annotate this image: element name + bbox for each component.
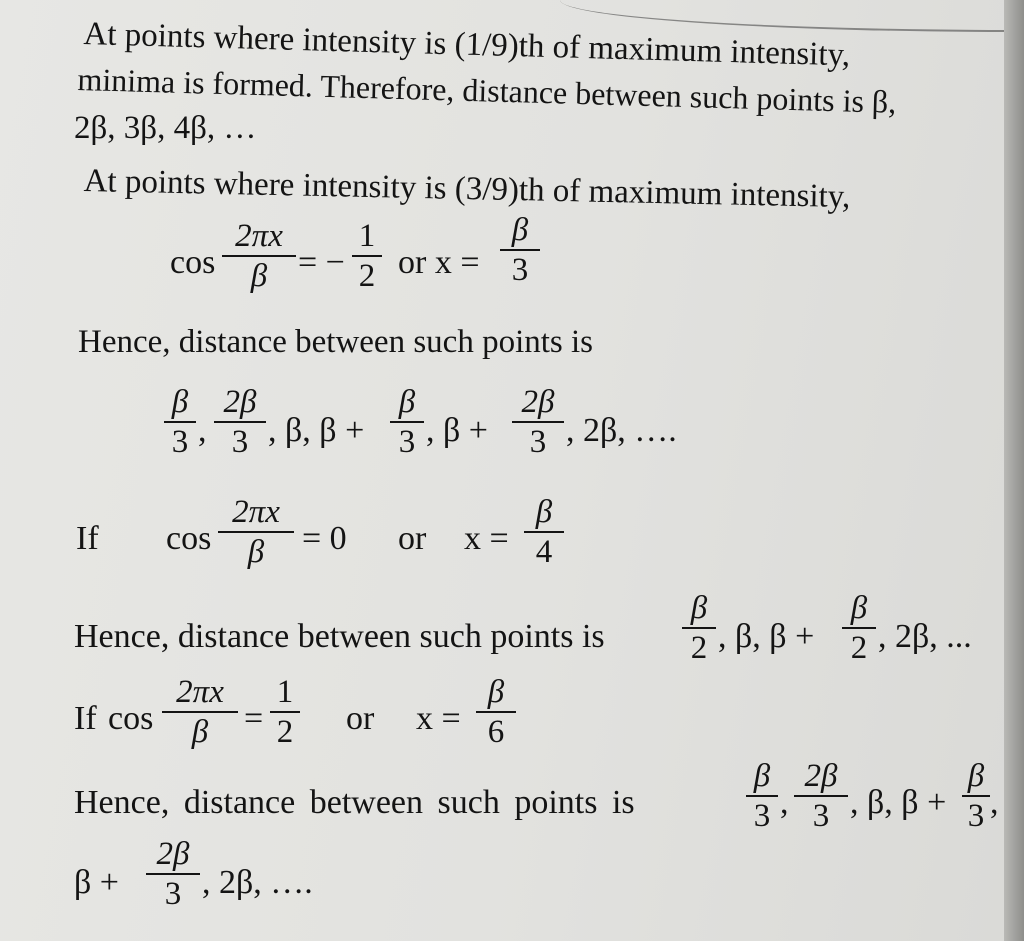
fraction xyxy=(746,760,778,833)
separator: , xyxy=(198,412,207,449)
text-line: minima is formed. Therefore, distance between such points is β, xyxy=(77,61,897,120)
denominator: 2 xyxy=(276,714,294,750)
fraction xyxy=(222,220,296,293)
sequence-text: , β, β + xyxy=(268,412,365,449)
fraction xyxy=(146,838,200,911)
numerator: 2β xyxy=(521,384,555,420)
denominator: 3 xyxy=(398,424,416,460)
numerator: β xyxy=(753,758,771,794)
denominator: 3 xyxy=(171,424,189,460)
denominator: 2 xyxy=(690,630,708,666)
sequence-text: , β, β + xyxy=(850,784,947,821)
numerator: 2β xyxy=(156,836,190,872)
denominator: β xyxy=(250,258,268,294)
operator: = 0 xyxy=(302,520,347,557)
cos-label: cos xyxy=(170,244,216,281)
operator: x = xyxy=(416,700,461,737)
sequence-text: , 2β, ... xyxy=(878,618,972,655)
fraction xyxy=(500,214,540,287)
fraction xyxy=(214,386,266,459)
numerator: 2πx xyxy=(232,494,280,530)
if-label: If xyxy=(76,520,99,557)
numerator: 1 xyxy=(276,674,294,710)
fraction xyxy=(270,676,300,749)
numerator: β xyxy=(850,590,868,626)
fraction xyxy=(476,676,516,749)
numerator: β xyxy=(690,590,708,626)
text-line: Hence, distance between such points is xyxy=(74,784,635,821)
denominator: 2 xyxy=(850,630,868,666)
text-line: At points where intensity is (1/9)th of maximum intensity, xyxy=(83,16,851,74)
denominator: 3 xyxy=(753,798,771,834)
numerator: β xyxy=(967,758,985,794)
fraction xyxy=(842,592,876,665)
fraction xyxy=(682,592,716,665)
numerator: 2β xyxy=(223,384,257,420)
operator: = − xyxy=(298,244,345,281)
numerator: 2πx xyxy=(235,218,283,254)
denominator: 6 xyxy=(487,714,505,750)
separator: , xyxy=(780,784,789,821)
or-label: or xyxy=(346,700,375,737)
numerator: β xyxy=(511,212,529,248)
denominator: 3 xyxy=(231,424,249,460)
fraction xyxy=(164,386,196,459)
numerator: 2β xyxy=(804,758,838,794)
denominator: 2 xyxy=(358,258,376,294)
fraction xyxy=(390,386,424,459)
denominator: 3 xyxy=(812,798,830,834)
text-line: Hence, distance between such points is xyxy=(74,618,605,655)
sequence-text: , 2β, …. xyxy=(202,864,313,901)
operator: or x = xyxy=(398,244,480,281)
text-line: 2β, 3β, 4β, … xyxy=(74,110,257,146)
denominator: 3 xyxy=(511,252,529,288)
numerator: 2πx xyxy=(176,674,224,710)
fraction xyxy=(512,386,564,459)
text-line: At points where intensity is (3/9)th of maximum intensity, xyxy=(83,163,851,216)
operator: = xyxy=(244,700,264,737)
sequence-text: , β + xyxy=(426,412,488,449)
text-line: Hence, distance between such points is xyxy=(78,324,594,360)
numerator: 1 xyxy=(358,218,376,254)
denominator: 3 xyxy=(529,424,547,460)
sequence-text: , β, β + xyxy=(718,618,815,655)
cos-label: cos xyxy=(108,700,154,737)
if-label: If xyxy=(74,700,97,737)
fraction xyxy=(794,760,848,833)
page-binding-shadow xyxy=(1004,0,1024,941)
fraction xyxy=(218,496,294,569)
or-label: or xyxy=(398,520,427,557)
numerator: β xyxy=(487,674,505,710)
numerator: β xyxy=(535,494,553,530)
page-edge-curve xyxy=(560,0,1004,32)
denominator: 4 xyxy=(535,534,553,570)
denominator: β xyxy=(191,714,209,750)
sequence-text: β + xyxy=(74,864,119,901)
fraction xyxy=(162,676,238,749)
denominator: 3 xyxy=(164,876,182,912)
denominator: 3 xyxy=(967,798,985,834)
denominator: β xyxy=(247,534,265,570)
separator: , xyxy=(990,784,999,821)
fraction xyxy=(962,760,990,833)
operator: x = xyxy=(464,520,509,557)
cos-label: cos xyxy=(166,520,212,557)
fraction xyxy=(352,220,382,293)
sequence-text: , 2β, …. xyxy=(566,412,677,449)
numerator: β xyxy=(398,384,416,420)
fraction xyxy=(524,496,564,569)
numerator: β xyxy=(171,384,189,420)
